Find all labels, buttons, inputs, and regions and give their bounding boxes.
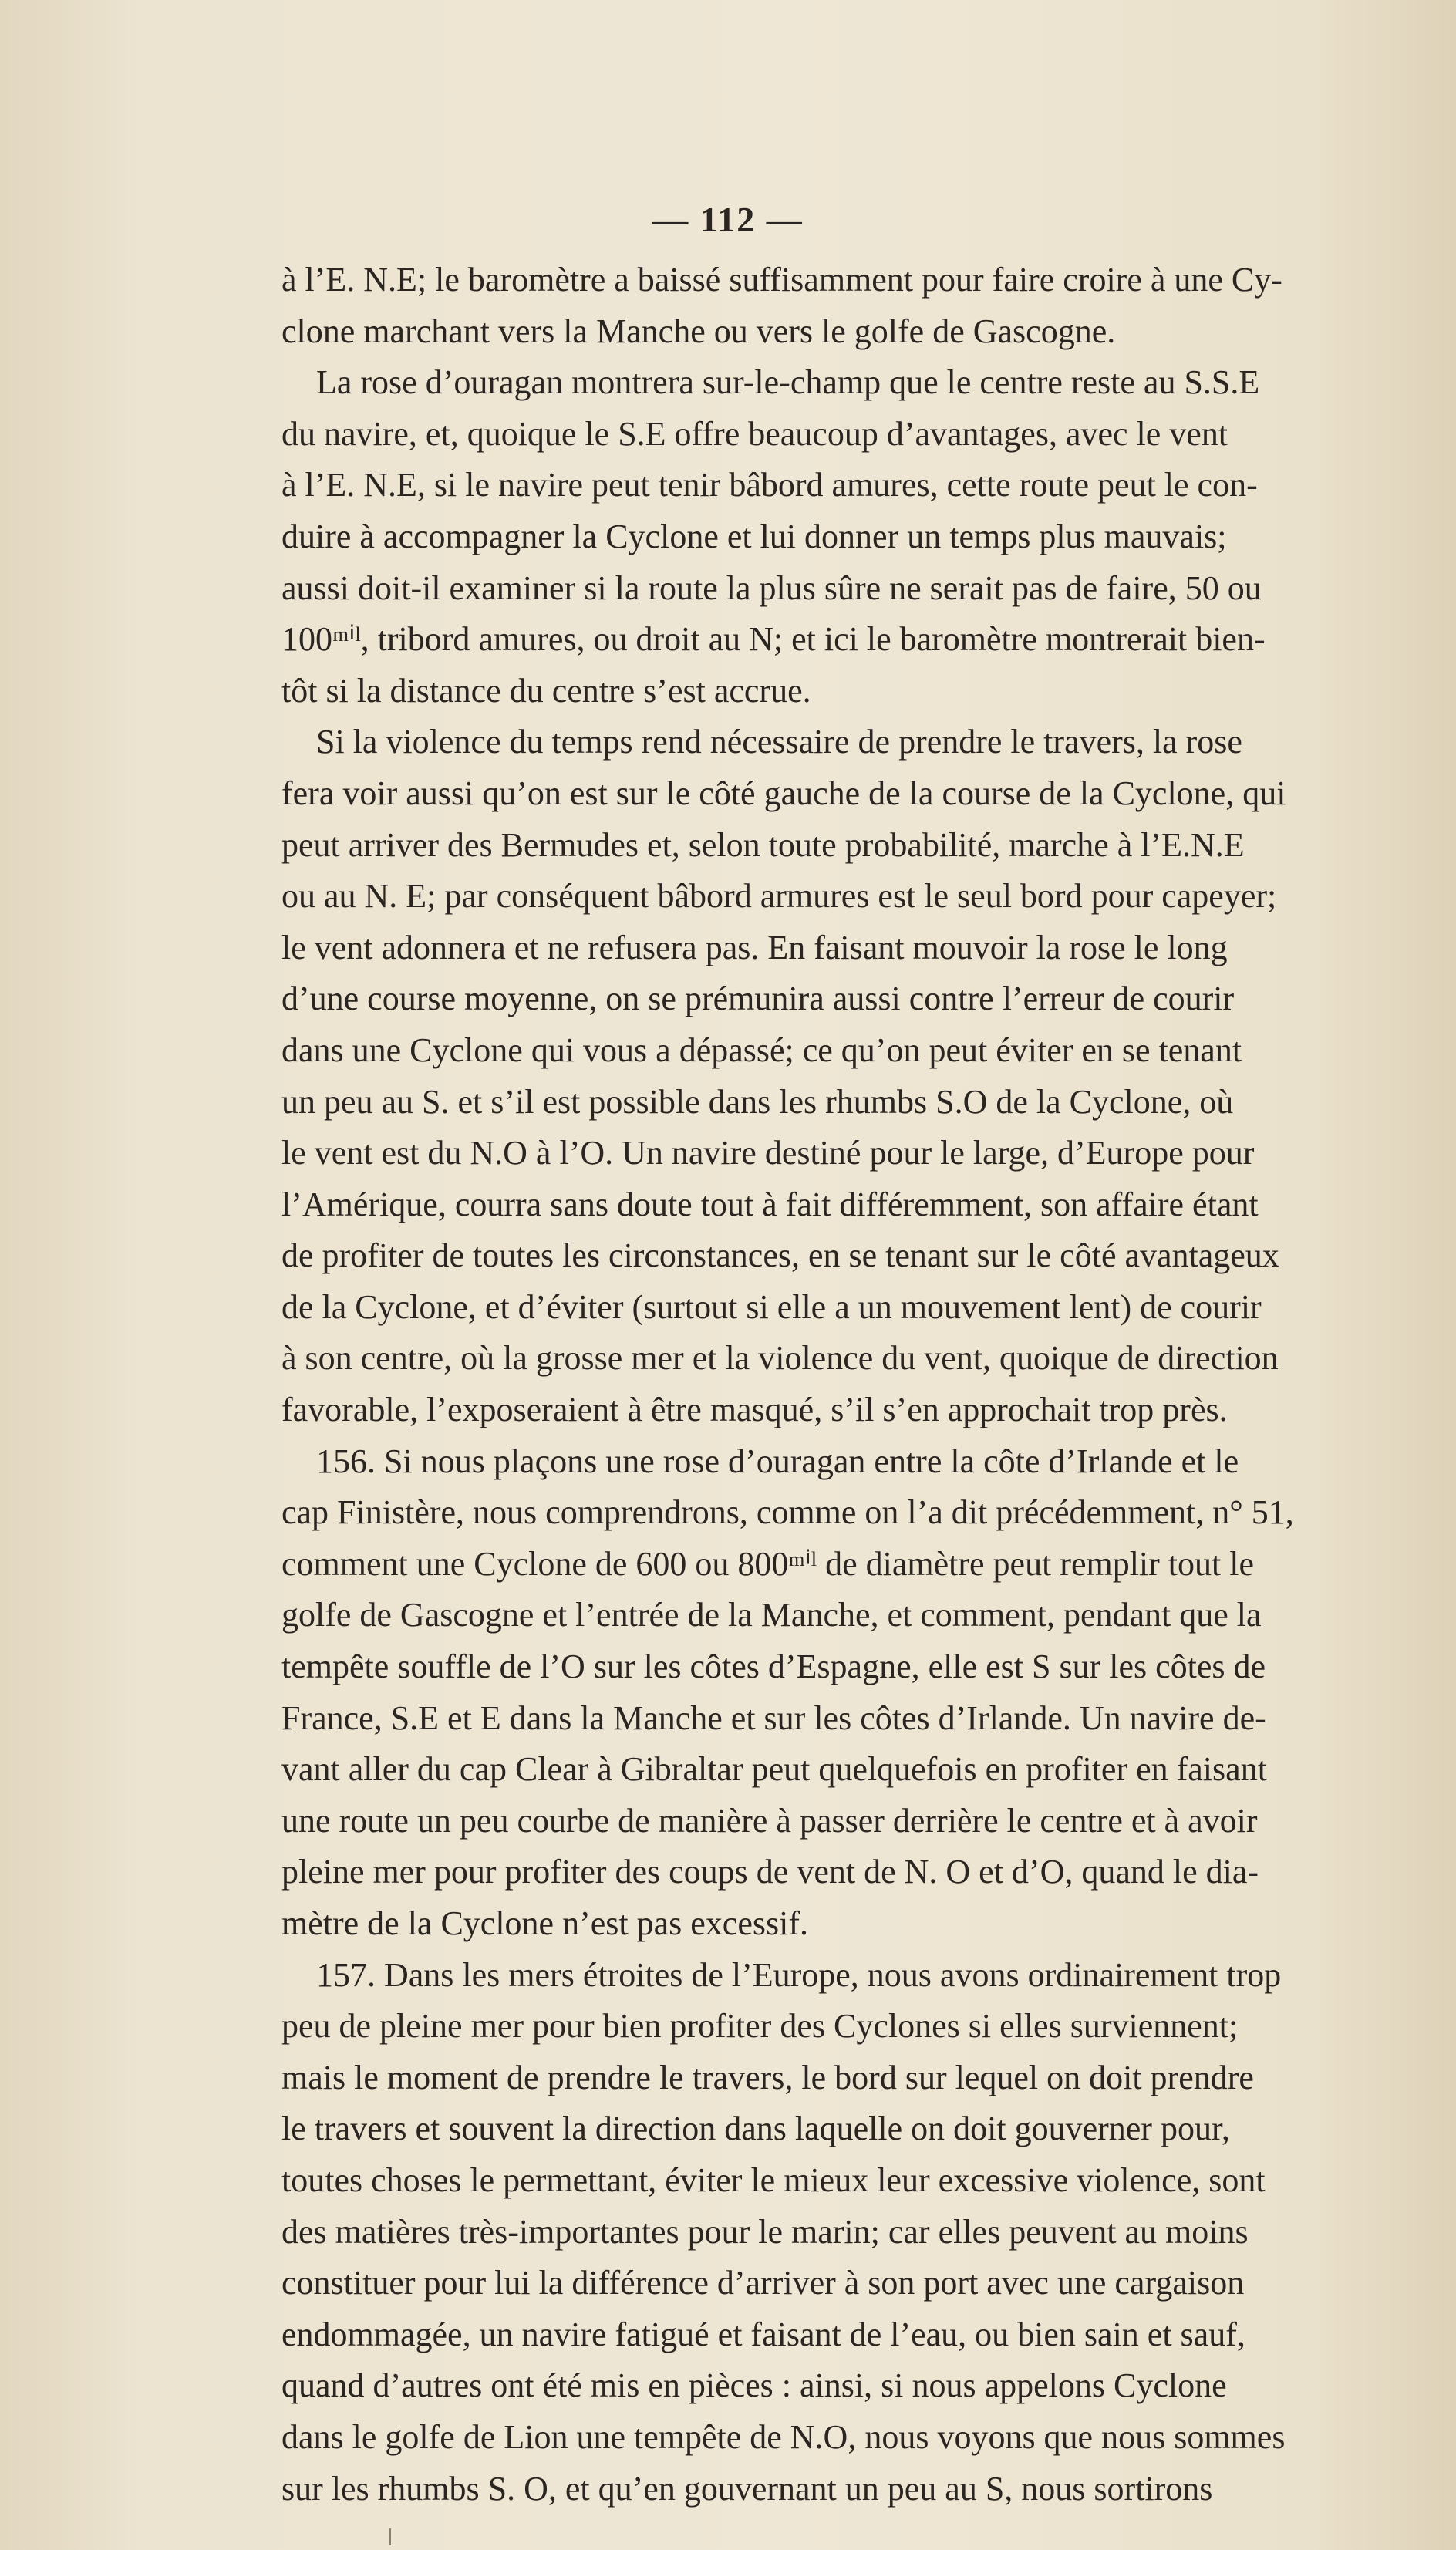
text-line: dans le golfe de Lion une tempête de N.O, nous voyons que nous sommes [281,2417,1286,2456]
text-line: le vent adonnera et ne refusera pas. En faisant mouvoir la rose le long [281,928,1228,966]
text-line: aussi doit-il examiner si la route la plus sûre ne serait pas de faire, 50 ou [281,568,1262,607]
text-line: dans une Cyclone qui vous a dépassé; ce qu’on peut éviter en se tenant [281,1030,1242,1069]
text-line: le travers et souvent la direction dans laquelle on doit gouverner pour, [281,2110,1230,2148]
text-line: de la Cyclone, et d’éviter (surtout si elle a un mouvement lent) de courir [281,1287,1262,1326]
page-number: — 112 — [652,200,804,239]
text-line: une route un peu courbe de manière à passer derrière le centre et à avoir [281,1801,1258,1840]
text-line: des matières très-importantes pour le marin; car elles peuvent au moins [281,2212,1249,2251]
text-line: peut arriver des Bermudes et, selon toute probabilité, marche à l’E.N.E [281,825,1245,864]
text-line: quand d’autres ont été mis en pièces : ainsi, si nous appelons Cyclone [281,2366,1227,2405]
text-line: pleine mer pour profiter des coups de vent de N. O et d’O, quand le dia- [281,1853,1259,1891]
text-line: à l’E. N.E; le baromètre a baissé suffisamment pour faire croire à une Cy- [281,261,1282,299]
text-line: mètre de la Cyclone n’est pas excessif. [281,1904,808,1942]
margin-mark [389,2528,391,2545]
text-line: ou au N. E; par conséquent bâbord armures est le seul bord pour capeyer; [281,877,1277,916]
text-line: d’une course moyenne, on se prémunira aussi contre l’erreur de courir [281,980,1235,1018]
text-line: fera voir aussi qu’on est sur le côté gauche de la course de la Cyclone, qui [281,774,1286,812]
text-line: tempête souffle de l’O sur les côtes d’Espagne, elle est S sur les côtes de [281,1648,1266,1686]
text-line: tôt si la distance du centre s’est accrue. [281,671,811,710]
text-line: comment une Cyclone de 600 ou 800ᵐⁱˡ de diamètre peut remplir tout le [281,1544,1255,1583]
text-line: 156. Si nous plaçons une rose d’ouragan entre la côte d’Irlande et le [316,1442,1239,1480]
text-line: cap Finistère, nous comprendrons, comme on l’a dit précédemment, n° 51, [281,1493,1294,1532]
text-line: 157. Dans les mers étroites de l’Europe, nous avons ordinairement trop [316,1955,1282,1994]
text-line: mais le moment de prendre le travers, le bord sur lequel on doit prendre [281,2058,1254,2096]
text-line: à son centre, où la grosse mer et la violence du vent, quoique de direction [281,1339,1279,1378]
text-line: golfe de Gascogne et l’entrée de la Manche, et comment, pendant que la [281,1596,1262,1634]
text-line: toutes choses le permettant, éviter le mieux leur excessive violence, sont [281,2160,1266,2199]
text-line: à l’E. N.E, si le navire peut tenir bâbord amures, cette route peut le con- [281,466,1258,504]
text-line: favorable, l’exposeraient à être masqué, s’il s’en approchait trop près. [281,1391,1228,1429]
text-line: Si la violence du temps rend nécessaire de prendre le travers, la rose [316,723,1242,761]
text-line: vant aller du cap Clear à Gibraltar peut quelquefois en profiter en faisant [281,1750,1267,1789]
text-line: le vent est du N.O à l’O. Un navire destiné pour le large, d’Europe pour [281,1134,1255,1172]
text-line: du navire, et, quoique le S.E offre beaucoup d’avantages, avec le vent [281,414,1228,453]
body-text [281,255,1427,2515]
text-line: sur les rhumbs S. O, et qu’en gouvernant un peu au S, nous sortirons [281,2469,1213,2508]
text-line: 100ᵐⁱˡ, tribord amures, ou droit au N; et ici le baromètre montrerait bien- [281,620,1266,659]
text-line: constituer pour lui la différence d’arriver à son port avec une cargaison [281,2264,1245,2302]
text-line: duire à accompagner la Cyclone et lui donner un temps plus mauvais; [281,517,1227,555]
text-line: un peu au S. et s’il est possible dans les rhumbs S.O de la Cyclone, où [281,1082,1234,1121]
text-line: France, S.E et E dans la Manche et sur les côtes d’Irlande. Un navire de- [281,1698,1266,1737]
text-line: l’Amérique, courra sans doute tout à fait différemment, son affaire étant [281,1185,1259,1223]
text-line: peu de pleine mer pour bien profiter des Cyclones si elles surviennent; [281,2007,1239,2046]
text-line: clone marchant vers la Manche ou vers le golfe de Gascogne. [281,312,1116,350]
text-line: endommagée, un navire fatigué et faisant de l’eau, ou bien sain et sauf, [281,2315,1245,2353]
text-line: de profiter de toutes les circonstances, en se tenant sur le côté avantageux [281,1236,1279,1275]
text-line: La rose d’ouragan montrera sur-le-champ que le centre reste au S.S.E [316,363,1260,402]
